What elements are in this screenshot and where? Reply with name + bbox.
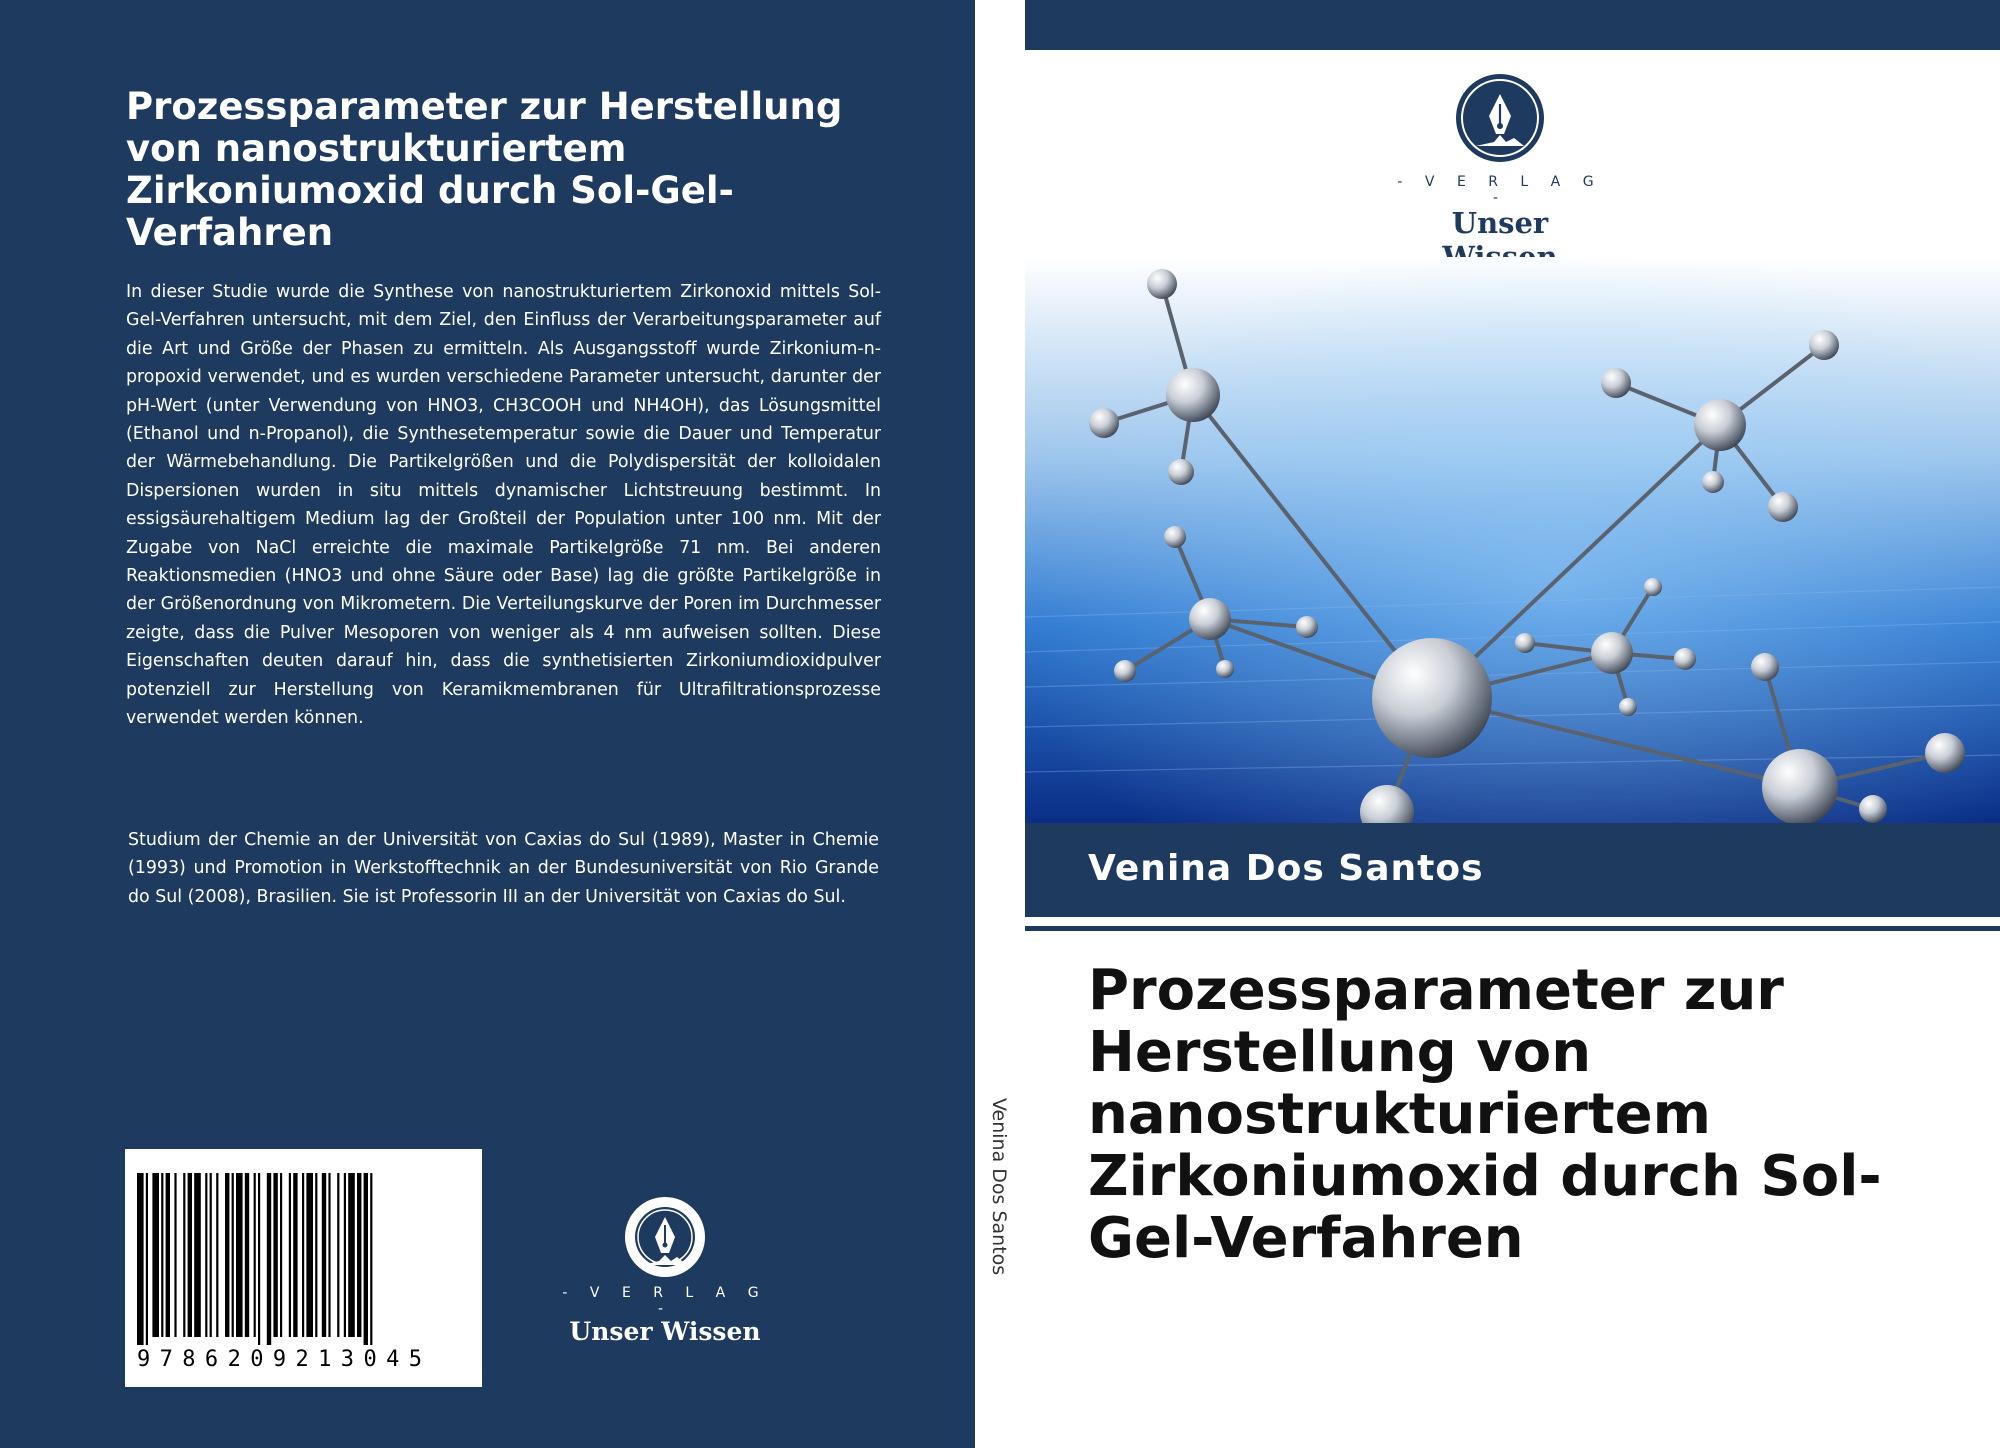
front-publisher-logo	[1395, 72, 1605, 274]
back-cover-title: Prozessparameter zur Herstellung von nanostrukturiertem Zirkoniumoxid durch Sol-Gel-Verfahren	[126, 85, 843, 254]
barcode-bars-icon	[137, 1173, 469, 1345]
molecule-illustration-icon	[1025, 257, 2000, 823]
publisher-seal-icon	[623, 1195, 707, 1279]
barcode-digits: 9786209213045	[137, 1347, 432, 1372]
publisher-pen-icon	[1454, 72, 1546, 164]
back-logo-verlag: - V E R L A G -	[562, 1285, 768, 1317]
author-biography: Studium der Chemie an der Universität von Caxias do Sul (1989), Master in Chemie (1993) und Promotion in Werkstofftechnik an der Bundesuniversität von Rio Grande do Sul (2008), Brasilien. Sie ist Professorin III an der Universität von Caxias do Sul.	[128, 830, 879, 907]
front-cover-title: Prozessparameter zur Herstellung von nanostrukturiertem Zirkoniumoxid durch Sol-Gel-Verfahren	[1088, 958, 1882, 1271]
back-logo-brand: Unser Wissen	[569, 1317, 761, 1346]
isbn-barcode	[125, 1149, 482, 1387]
front-cover-author: Venina Dos Santos	[1088, 848, 1484, 889]
front-logo-brand: Unser	[1451, 206, 1549, 240]
back-cover	[0, 0, 975, 1448]
spine-author: Venina Dos Santos	[988, 1098, 1010, 1276]
front-top-band	[1025, 0, 2000, 50]
back-cover-abstract: In dieser Studie wurde die Synthese von nanostrukturiertem Zirkonoxid mittels Sol-Gel-Verfahren untersucht, mit dem Ziel, den Einfluss der Verarbeitungsparameter auf die Art und Größe der Phasen zu ermitteln. Als Ausgangsstoff wurde Zirkonium-n-propoxid verwendet, und es wurden verschiedene Parameter untersucht, darunter der pH-Wert (unter Verwendung von HNO3, CH3COOH und NH4OH), das Lösungsmittel (Ethanol und n-Propanol), die Synthesetemperatur sowie die Dauer und Temperatur der Wärmebehandlung. Die Partikelgrößen und die Polydispersität der kolloidalen Dispersionen wurden in situ mittels dynamischer Lichtstreuung bestimmt. In essigsäurehaltigem Medium lag der Großteil der Population unter 100 nm. Mit der Zugabe von NaCl erreichte die maximale Partikelgröße 71 nm. Bei anderen Reaktionsmedien (HNO3 und ohne Säure oder Base) lag die größte Partikelgröße in der Größenordnung von Mikrometern. Die Verteilungskurve der Poren im Durchmesser zeigte, dass die Pulver Mesoporen von weniger als 4 nm aufweisen sollten. Diese Eigenschaften deuten darauf hin, dass die synthetisierten Zirkoniumdioxidpulver potenziell zur Herstellung von Keramikmembranen für Ultrafiltrationsprozesse verwendet werden können.	[126, 282, 881, 729]
front-divider	[1025, 926, 2000, 931]
back-publisher-logo	[560, 1195, 770, 1346]
front-logo-verlag: - V E R L A G -	[1397, 174, 1603, 206]
